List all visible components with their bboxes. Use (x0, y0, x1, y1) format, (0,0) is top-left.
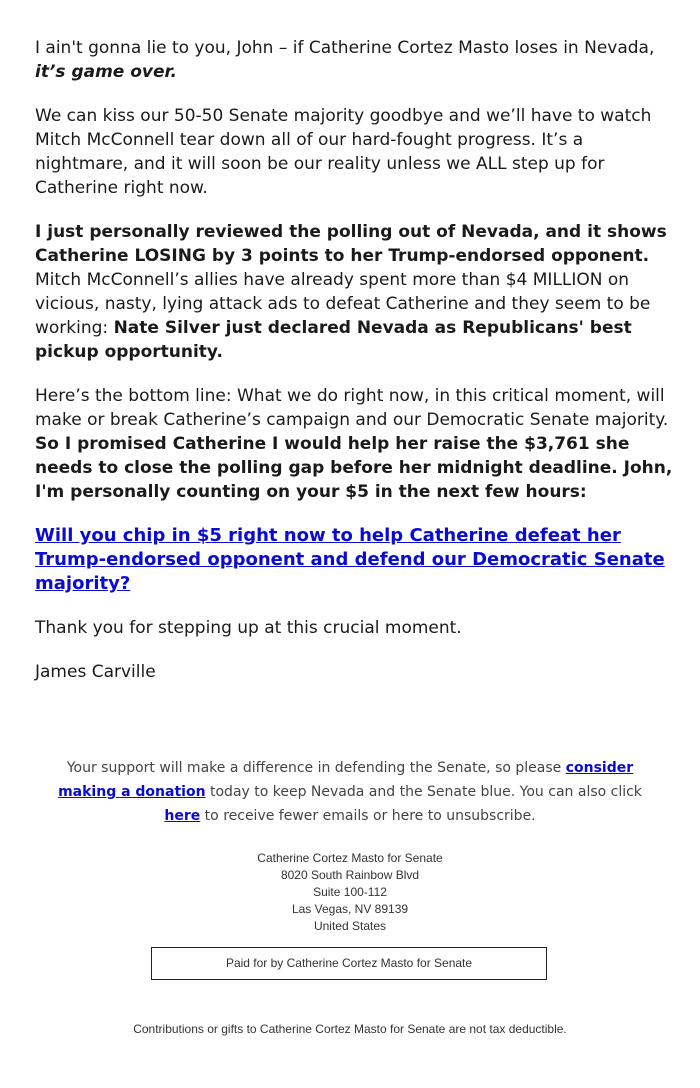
footer-text-3: to receive fewer emails or here to unsubscribe. (200, 808, 536, 824)
signature: James Carville (35, 662, 156, 682)
address-country: United States (313, 919, 387, 933)
senate-majority-paragraph: We can kiss our 50-50 Senate majority goodbye and we’ll have to watch Mitch McConnell tear down all of our hard-fought progress. It’s a nightmare, and it will soon be our reality unless we ALL step up for Catherine right now. (35, 106, 652, 198)
footer-text-1: Your support will make a difference in defending the Senate, so please (66, 760, 566, 776)
address-suite: Suite 100-112 (313, 885, 387, 899)
nate-silver-bold-text: Nate Silver just declared Nevada as Republicans' best pickup opportunity. (35, 318, 632, 362)
tax-disclaimer: Contributions or gifts to Catherine Cortez Masto for Senate are not tax deductible. (133, 1022, 567, 1036)
address-city: Las Vegas, NV 89139 (291, 902, 409, 916)
address-street: 8020 South Rainbow Blvd (280, 868, 420, 882)
intro-paragraph (35, 36, 675, 84)
intro-text: I ain't gonna lie to you, John – if Catherine Cortez Masto loses in Nevada, (35, 38, 655, 58)
thanks-paragraph: Thank you for stepping up at this crucial moment. (35, 618, 462, 638)
paid-for-box: Paid for by Catherine Cortez Masto for Senate (151, 947, 547, 980)
fewer-emails-link[interactable]: here (164, 808, 201, 824)
footer-text-2: today to keep Nevada and the Senate blue. You can also click (205, 784, 642, 800)
consider-donation-link[interactable]: consider making a donation (58, 760, 634, 800)
bottom-line-paragraph (35, 384, 675, 504)
cta-paragraph (35, 524, 675, 596)
footer-notice (40, 756, 660, 828)
polling-paragraph (35, 220, 675, 364)
donate-cta-link[interactable]: Will you chip in $5 right now to help Catherine defeat her Trump-endorsed opponent and defend our Democratic Senate majority? (35, 525, 665, 594)
polling-bold-text: I just personally reviewed the polling out of Nevada, and it shows Catherine LOSING by 3 points to her Trump-endorsed opponent. (35, 222, 667, 266)
bottom-line-text: Here’s the bottom line: What we do right now, in this critical moment, will make or break Catherine’s campaign and our Democratic Senate majority. (35, 386, 669, 430)
polling-text: Mitch McConnell’s allies have already spent more than $4 MILLION on vicious, nasty, lying attack ads to defeat Catherine and they seem to be working: (35, 270, 651, 338)
address-org: Catherine Cortez Masto for Senate (257, 851, 443, 865)
intro-emphasis: it’s game over. (35, 62, 177, 82)
email-body (35, 36, 675, 704)
bottom-line-bold-text: So I promised Catherine I would help her raise the $3,761 she needs to close the polling gap before her midnight deadline. John, I'm personally counting on your $5 in the next few hours: (35, 434, 673, 502)
mailing-address (0, 850, 700, 935)
